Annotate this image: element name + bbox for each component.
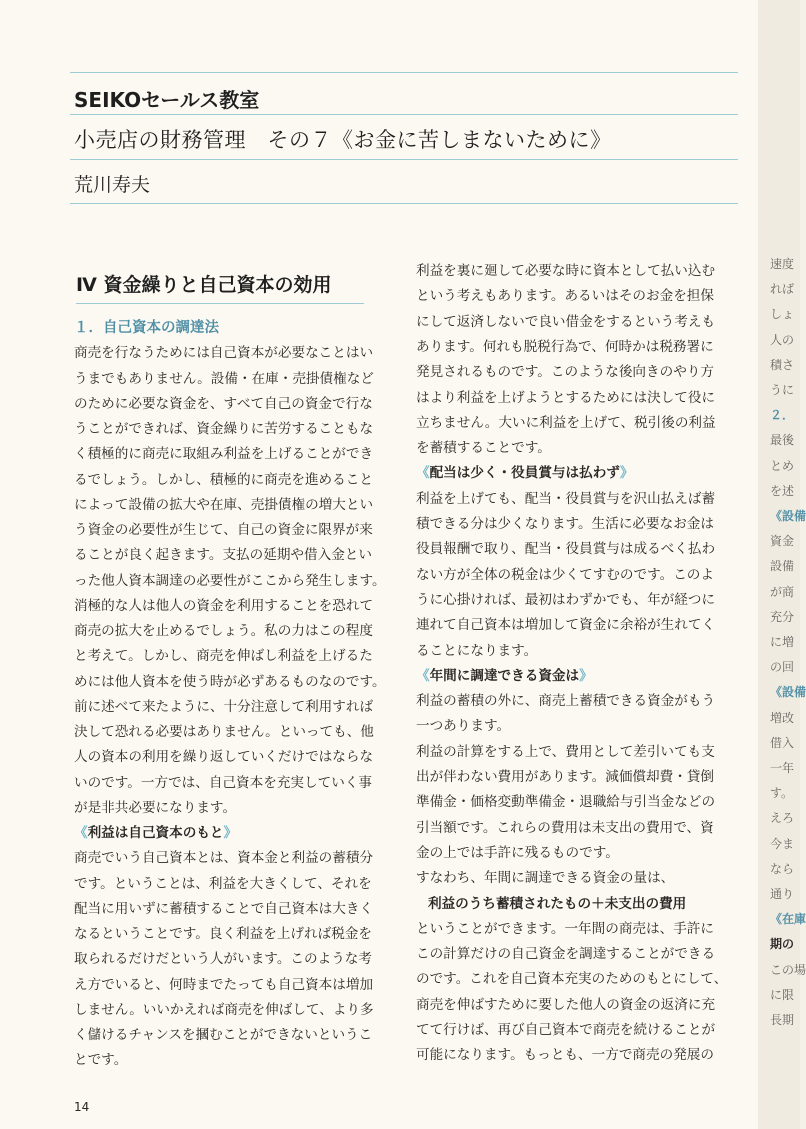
facing-page-fragment: れば xyxy=(770,282,795,297)
text-line: 商売を行なうためには自己資本が必要なことはい xyxy=(74,345,374,362)
text-line: 人の資本の利用を繰り返していくだけではならな xyxy=(74,749,374,766)
text-line: 前に述べて来たように、十分注意して利用すれば xyxy=(74,698,374,715)
text-line: はより利益を上げようとするためには決して役に xyxy=(416,389,716,406)
facing-page-fragment: 借入 xyxy=(770,735,795,750)
text-line: 発見されるものです。このような後向きのやり方 xyxy=(416,364,714,381)
text-line: 商売の拡大を止めるでしょう。私の力はこの程度 xyxy=(74,623,373,639)
heading-text: 配当は少く・役員賞与は払わず xyxy=(429,465,620,482)
text-line: なるということです。良く利益を上げれば税金を xyxy=(74,926,372,942)
facing-page-fragment: 積さ xyxy=(770,357,795,372)
text-line: うに心掛ければ、最初はわずかでも、年が経つに xyxy=(416,591,716,608)
facing-page-fragment: 増改 xyxy=(770,710,795,725)
text-line: 可能になります。もっとも、一方で商売の発展の xyxy=(416,1047,714,1064)
facing-page-fragment: 充分 xyxy=(770,609,795,624)
text-line: めには他人資本を使う時が必ずあるものなのです。 xyxy=(74,673,386,690)
facing-page-fragment: 《設備 xyxy=(770,509,806,523)
text-line: あります。何れも脱税行為で、何時かは税務署に xyxy=(416,338,714,355)
text-line: しません。いいかえれば商売を伸ばして、より多 xyxy=(74,1001,374,1018)
facing-page-fragment: 長期 xyxy=(770,1013,795,1027)
facing-page-fragment: 《在庫 xyxy=(770,912,806,927)
facing-page-fragment: 一年 xyxy=(770,761,795,775)
header-rule xyxy=(70,114,738,115)
text-line: った他人資本調達の必要性がここから発生します。 xyxy=(74,572,386,589)
text-line: 利益を裏に廻して必要な時に資本として払い込む xyxy=(416,263,716,279)
title-rule xyxy=(70,159,738,160)
text-line: く儲けるチャンスを摑むことができないというこ xyxy=(74,1027,373,1043)
facing-page-fragment: に増 xyxy=(770,635,795,649)
section-heading: Ⅳ 資金繰りと自己資本の効用 xyxy=(76,270,364,304)
facing-page-fragment: 今ま xyxy=(770,836,795,851)
text-line: 連れて自己資本は増加して資金に余裕が生れてく xyxy=(416,617,716,634)
facing-page-fragment: ２． xyxy=(770,408,795,423)
subsection-heading xyxy=(416,461,634,485)
close-bracket: 》 xyxy=(223,825,238,841)
facing-page-fragment: なら xyxy=(770,861,795,876)
text-line: この計算だけの自己資金を調達することができる xyxy=(416,946,716,963)
close-bracket: 》 xyxy=(579,667,593,684)
facing-page-fragment: す。 xyxy=(770,786,794,801)
article-title: 小売店の財務管理 その７《お金に苦しまないために》 xyxy=(74,128,612,152)
text-line: ることになります。 xyxy=(416,642,538,659)
facing-page-fragment: 最後 xyxy=(770,433,795,448)
text-line: うことができれば、資金繰りに苦労することもな xyxy=(74,421,374,437)
author-rule xyxy=(70,203,738,204)
facing-page-fragment: しょ xyxy=(770,307,795,322)
series-title: SEIKOセールス教室 xyxy=(74,88,260,112)
facing-page-fragment: 期の xyxy=(770,937,795,952)
text-line: 取られるだけだという人がいます。このような考 xyxy=(74,951,372,968)
text-line: にして返済しないで良い借金をするという考えも xyxy=(416,313,716,330)
text-line: 利益の計算をする上で、費用として差引いても支 xyxy=(416,743,715,760)
sub-heading: １．自己資本の調達法 xyxy=(74,320,219,336)
text-line: 利益を上げても、配当・役員賞与を沢山払えば蓄 xyxy=(416,490,716,507)
facing-page-fragment: 人の xyxy=(770,332,795,347)
facing-page-fragment: この場 xyxy=(770,962,806,977)
facing-page-fragment: 速度 xyxy=(770,257,795,271)
facing-page-fragment: 通り xyxy=(770,887,795,901)
text-line: 立ちません。大いに利益を上げて、税引後の利益 xyxy=(416,414,716,431)
facing-page-fragment: うに xyxy=(770,383,795,397)
text-line: 準備金・価格変動準備金・退職給与引当金などの xyxy=(416,794,716,811)
text-line: 商売を伸ばすために要した他人の資金の返済に充 xyxy=(416,996,716,1013)
text-line: のために必要な資金を、すべて自己の資金で行な xyxy=(74,395,373,412)
top-rule xyxy=(70,72,738,73)
page-number: 14 xyxy=(74,1100,90,1114)
facing-page-fragment: 《設備 xyxy=(770,685,806,700)
facing-page-fragment: えろ xyxy=(770,811,795,826)
text-line: 決して恐れる必要はありません。といっても、他 xyxy=(74,724,374,740)
facing-page-fragment: 設備 xyxy=(770,559,795,574)
text-line: ということができます。一年間の商売は、手許に xyxy=(416,920,714,937)
text-line: 配当に用いずに蓄積することで自己資本は大きく xyxy=(74,900,374,917)
open-bracket: 《 xyxy=(416,465,430,482)
subsection-heading xyxy=(416,664,593,688)
text-line: と考えて。しかし、商売を伸ばし利益を上げるた xyxy=(74,648,373,665)
text-line: とです。 xyxy=(74,1052,128,1069)
text-line: 積できる分は少くなります。生活に必要なお金は xyxy=(416,516,714,532)
text-line: 商売でいう自己資本とは、資本金と利益の蓄積分 xyxy=(74,850,374,867)
text-line: という考えもあります。あるいはそのお金を担保 xyxy=(416,288,714,305)
text-line: う資金の必要性が生じて、自己の資金に限界が来 xyxy=(74,522,373,538)
facing-page-fragment: 資金 xyxy=(770,534,795,549)
text-line: うまでもありません。設備・在庫・売掛債権など xyxy=(74,370,374,387)
author-name: 荒川寿夫 xyxy=(74,174,151,196)
text-line: によって設備の拡大や在庫、売掛債権の増大とい xyxy=(74,496,374,513)
text-line: 引当額です。これらの費用は未支出の費用で、資 xyxy=(416,819,714,836)
text-line: です。ということは、利益を大きくして、それを xyxy=(74,875,372,892)
text-line: ることが良く起きます。支払の延期や借入金とい xyxy=(74,547,372,564)
heading-text: 利益は自己資本のもと xyxy=(87,825,224,841)
close-bracket: 》 xyxy=(619,465,634,482)
text-line: すなわち、年間に調達できる資金の量は、 xyxy=(416,870,675,887)
text-line: るでしょう。しかし、積極的に商売を進めること xyxy=(74,471,373,488)
text-line: 消極的な人は他人の資金を利用することを恐れて xyxy=(74,597,374,614)
facing-page-fragment: とめ xyxy=(770,458,795,473)
facing-page-edge xyxy=(758,0,806,1129)
text-line: 一つあります。 xyxy=(416,718,511,735)
text-line: いのです。一方では、自己資本を充実していく事 xyxy=(74,774,372,791)
open-bracket: 《 xyxy=(74,825,88,841)
heading-text: 年間に調達できる資金は xyxy=(429,667,580,684)
open-bracket: 《 xyxy=(416,667,430,684)
facing-page-fragment: を述 xyxy=(770,483,795,498)
text-line: を蓄積することです。 xyxy=(416,440,551,457)
text-line: え方でいると、何時までたっても自己資本は増加 xyxy=(74,976,374,993)
text-line: 出が伴わない費用があります。減価償却費・貸倒 xyxy=(416,769,714,785)
text-line: ない方が全体の税金は少くてすむのです。このよ xyxy=(416,566,714,583)
text-line: 金の上では手許に残るものです。 xyxy=(416,844,619,861)
text-line: 利益のうち蓄積されたもの＋未支出の費用 xyxy=(428,895,687,912)
text-line: く積極的に商売に取組み利益を上げることができ xyxy=(74,446,374,463)
text-line: 利益の蓄積の外に、商売上蓄積できる資金がもう xyxy=(416,693,716,710)
facing-page-fragment: が商 xyxy=(770,584,795,599)
text-line: 役員報酬で取り、配当・役員賞与は成るべく払わ xyxy=(416,541,716,558)
facing-page-fragment: の回 xyxy=(770,660,795,675)
text-line: てて行けば、再び自己資本で商売を続けることが xyxy=(416,1022,716,1038)
text-line: のです。これを自己資本充実のためのもとにして、 xyxy=(416,971,728,988)
subsection-heading xyxy=(74,821,237,845)
text-line: が是非共必要になります。 xyxy=(74,799,237,816)
facing-page-fragment: に限 xyxy=(770,987,795,1002)
